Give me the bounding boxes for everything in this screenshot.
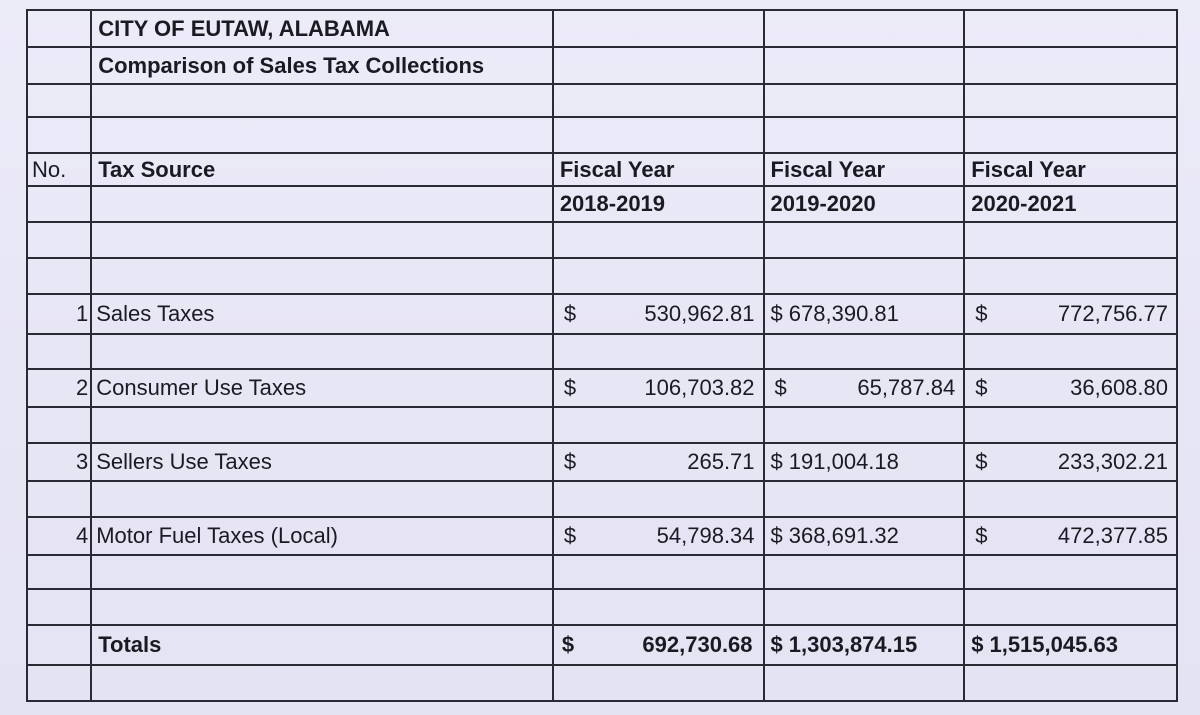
column-header-row-2 bbox=[27, 186, 1177, 222]
fy2-amount: 368,691.32 bbox=[788, 523, 899, 548]
fy2-amount-cell bbox=[764, 294, 965, 334]
fy2-amount-cell bbox=[764, 517, 965, 555]
fy3-amount-cell bbox=[964, 369, 1177, 407]
fy1-total: 692,730.68 bbox=[642, 632, 753, 657]
currency-symbol: $ bbox=[563, 523, 577, 548]
spacer-row bbox=[27, 334, 1177, 369]
currency-symbol: $ bbox=[563, 375, 577, 400]
fy1-amount: 54,798.34 bbox=[656, 523, 755, 548]
column-header-fy3-line1: Fiscal Year bbox=[964, 153, 1177, 186]
fy3-amount-cell bbox=[964, 517, 1177, 555]
fy2-amount-cell bbox=[764, 443, 965, 481]
row-number: 1 bbox=[27, 294, 91, 334]
spacer-row bbox=[27, 84, 1177, 117]
currency-symbol: $ bbox=[975, 375, 988, 400]
row-number: 4 bbox=[27, 517, 91, 555]
tax-source-label: Consumer Use Taxes bbox=[91, 369, 553, 407]
fy1-amount: 530,962.81 bbox=[644, 301, 755, 326]
fy1-total-cell bbox=[553, 625, 764, 665]
currency-symbol: $ bbox=[563, 449, 577, 474]
currency-symbol: $ bbox=[975, 449, 988, 474]
fy3-amount-cell bbox=[964, 443, 1177, 481]
currency-symbol: $ bbox=[770, 523, 783, 548]
totals-label: Totals bbox=[91, 625, 553, 665]
spacer-row bbox=[27, 555, 1177, 589]
totals-row bbox=[27, 625, 1177, 665]
table-row bbox=[27, 443, 1177, 481]
column-header-row bbox=[27, 153, 1177, 186]
column-header-no: No. bbox=[27, 153, 91, 186]
fy1-amount-cell bbox=[553, 294, 764, 334]
fy1-amount-cell bbox=[553, 517, 764, 555]
currency-symbol: $ bbox=[561, 632, 575, 657]
currency-symbol: $ bbox=[770, 632, 783, 657]
spacer-row bbox=[27, 222, 1177, 258]
subtitle-row bbox=[27, 47, 1177, 84]
fy2-amount: 678,390.81 bbox=[788, 301, 899, 326]
currency-symbol: $ bbox=[774, 375, 787, 400]
currency-symbol: $ bbox=[971, 632, 984, 657]
table-row bbox=[27, 369, 1177, 407]
fy2-total-cell bbox=[764, 625, 965, 665]
spacer-row bbox=[27, 665, 1177, 701]
column-header-fy1-line1: Fiscal Year bbox=[553, 153, 764, 186]
fy2-amount: 191,004.18 bbox=[788, 449, 899, 474]
column-header-fy3-line2: 2020-2021 bbox=[964, 186, 1177, 222]
fy3-amount: 472,377.85 bbox=[1057, 523, 1168, 548]
page-subtitle: Comparison of Sales Tax Collections bbox=[91, 47, 553, 84]
tax-source-label: Sellers Use Taxes bbox=[91, 443, 553, 481]
fy2-total: 1,303,874.15 bbox=[788, 632, 918, 657]
fy1-amount: 265.71 bbox=[687, 449, 755, 474]
tax-source-label: Motor Fuel Taxes (Local) bbox=[91, 517, 553, 555]
spacer-row bbox=[27, 481, 1177, 517]
fy3-amount: 233,302.21 bbox=[1057, 449, 1168, 474]
currency-symbol: $ bbox=[975, 523, 988, 548]
row-number: 2 bbox=[27, 369, 91, 407]
column-header-fy2-line1: Fiscal Year bbox=[764, 153, 965, 186]
currency-symbol: $ bbox=[770, 301, 783, 326]
row-number: 3 bbox=[27, 443, 91, 481]
column-header-tax-source: Tax Source bbox=[91, 153, 553, 186]
fy3-amount: 36,608.80 bbox=[1070, 375, 1168, 400]
column-header-fy2-line2: 2019-2020 bbox=[764, 186, 965, 222]
fy3-amount: 772,756.77 bbox=[1057, 301, 1168, 326]
spacer-row bbox=[27, 589, 1177, 625]
column-header-fy1-line2: 2018-2019 bbox=[553, 186, 764, 222]
table-row bbox=[27, 517, 1177, 555]
page-title: CITY OF EUTAW, ALABAMA bbox=[91, 10, 553, 47]
fy1-amount: 106,703.82 bbox=[644, 375, 755, 400]
title-row bbox=[27, 10, 1177, 47]
spacer-row bbox=[27, 407, 1177, 443]
fy1-amount-cell bbox=[553, 369, 764, 407]
currency-symbol: $ bbox=[975, 301, 988, 326]
currency-symbol: $ bbox=[563, 301, 577, 326]
spacer-row bbox=[27, 117, 1177, 153]
fy3-total: 1,515,045.63 bbox=[989, 632, 1118, 657]
sales-tax-table bbox=[26, 9, 1178, 702]
tax-source-label: Sales Taxes bbox=[91, 294, 553, 334]
table-row bbox=[27, 294, 1177, 334]
fy3-amount-cell bbox=[964, 294, 1177, 334]
fy2-amount: 65,787.84 bbox=[857, 375, 956, 400]
spacer-row bbox=[27, 258, 1177, 294]
fy2-amount-cell bbox=[764, 369, 965, 407]
fy3-total-cell bbox=[964, 625, 1177, 665]
fy1-amount-cell bbox=[553, 443, 764, 481]
currency-symbol: $ bbox=[770, 449, 783, 474]
